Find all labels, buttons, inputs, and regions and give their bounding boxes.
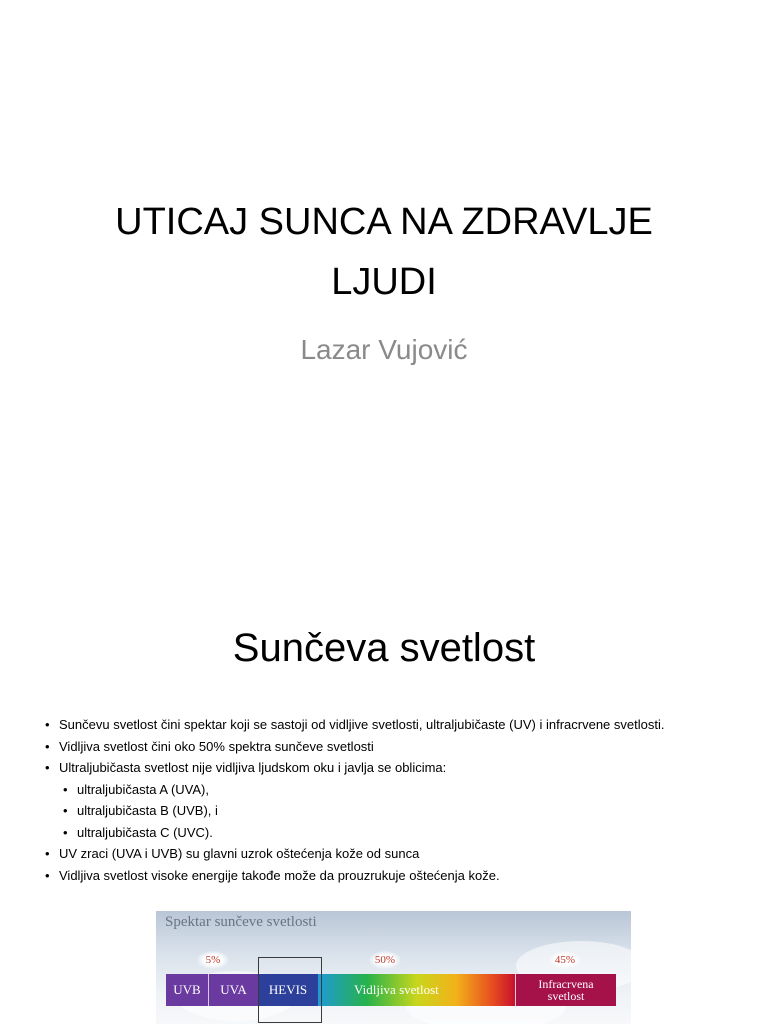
hevis-highlight-frame (258, 957, 322, 1023)
bullet-text: UV zraci (UVA i UVB) su glavni uzrok oštećenja kože od sunca (59, 846, 420, 861)
sunlight-spectrum-figure (156, 911, 631, 1024)
visible-percent: 50% (369, 951, 401, 969)
bullet-list (44, 714, 744, 886)
bullet-text: ultraljubičasta C (UVC). (77, 824, 213, 840)
infrared-label-line-1: Infracrvena (538, 977, 594, 991)
slide-title: Sunčeva svetlost (232, 626, 536, 670)
bullet-text: Vidljiva svetlost visoke energije takođe može da prouzrukuje oštećenja kože. (59, 867, 500, 883)
bullet-dot: • (45, 760, 50, 775)
infrared-percent: 45% (549, 951, 581, 969)
bullet-dot: • (45, 738, 50, 754)
list-item (44, 736, 744, 758)
bullet-dot: • (63, 824, 68, 840)
hevis-segment: HEVIS (258, 974, 318, 1006)
bullet-dot: • (45, 846, 50, 861)
list-item (44, 843, 744, 865)
title-line-2: LJUDI (331, 261, 437, 303)
infrared-segment (515, 974, 616, 1006)
bullet-text: ultraljubičasta A (UVA), (77, 781, 209, 797)
list-item-sub (44, 779, 744, 801)
infrared-label-line-2: svetlost (547, 989, 585, 1003)
bullet-text: Ultraljubičasta svetlost nije vidljiva ljudskom oku i javlja se oblicima: (59, 760, 447, 775)
bullet-text: Sunčevu svetlost čini spektar koji se sastoji od vidljive svetlosti, ultraljubičaste (UV) i infracrvene svetlosti. (59, 717, 665, 732)
visible-light-segment: Vidljiva svetlost (318, 974, 515, 1006)
bullet-text: ultraljubičasta B (UVB), i (77, 803, 218, 818)
bullet-dot: • (63, 781, 68, 797)
spectrum-title: Spektar sunčeve svetlosti (165, 914, 317, 930)
title-line-1: UTICAJ SUNCA NA ZDRAVLJE (115, 201, 653, 243)
bullet-dot: • (63, 803, 68, 818)
list-item (44, 714, 744, 736)
content-slide (0, 576, 768, 1024)
bullet-dot: • (45, 717, 50, 732)
uva-segment: UVA (209, 974, 258, 1006)
list-item-sub (44, 800, 744, 822)
uvb-segment: UVB (166, 974, 209, 1006)
bullet-text: Vidljiva svetlost čini oko 50% spektra sunčeve svetlosti (59, 738, 374, 754)
list-item-sub (44, 822, 744, 844)
author-subtitle: Lazar Vujović (300, 334, 468, 365)
list-item (44, 865, 744, 887)
list-item (44, 757, 744, 779)
presentation-title (60, 192, 708, 312)
bullet-dot: • (45, 867, 50, 883)
uv-percent: 5% (197, 951, 229, 969)
spectrum-band (166, 974, 616, 1006)
